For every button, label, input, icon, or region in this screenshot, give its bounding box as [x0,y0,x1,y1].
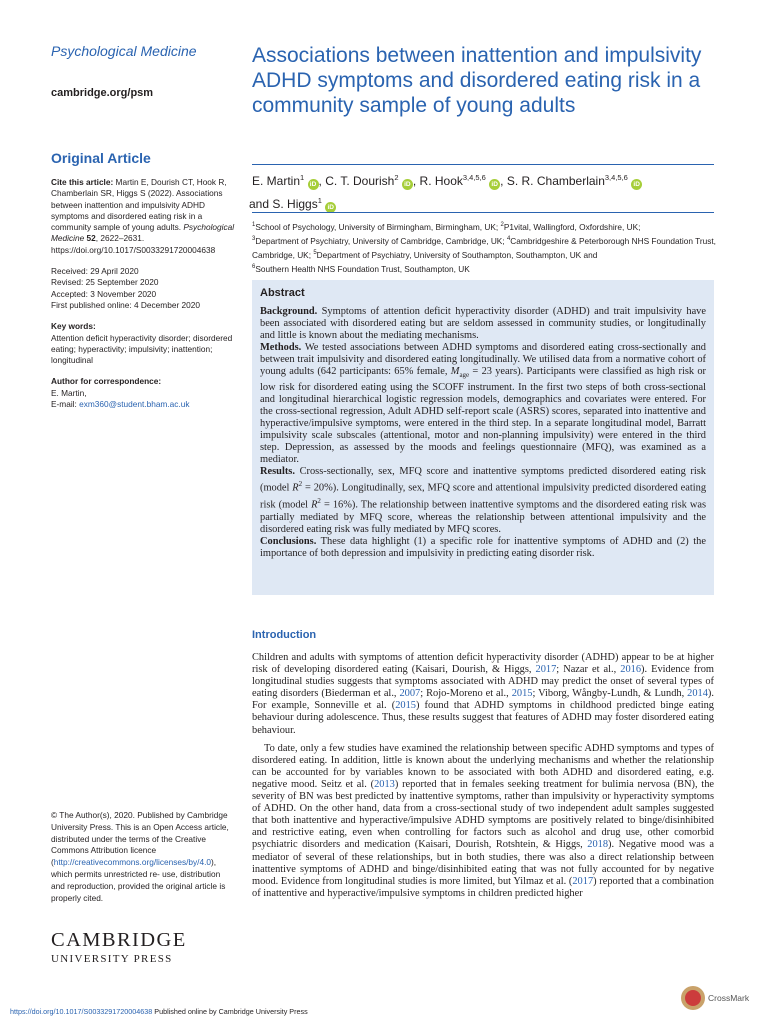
paragraph: To date, only a few studies have examined the relationship between specific ADHD symptoms and types of disordered eating. In addition, little is known about the underlying mechanisms and whether the relationship can be accounted for by variables known to be associated with both ADHD and disordered eating, e.g. negative mood. Seitz et al. (2013) reported that in females seeking treatment for bulimia nervosa (BN), the severity of BN was best predicted by inattentive symptoms, rather than impulsivity or hyperactivity symptoms of ADHD. On the other hand, data from a cross-sectional study of two independent adult samples suggested that both inattentive and hyperactive/impulsive ADHD symptoms are positively related to binge/disinhibited and restrictive eating, even when controlling for factors such as alcohol and drug use, other comorbid psychiatric disorders and medication (Kaisari, Dourish, Rotshtein, & Higgs, 2018). Negative mood was a mediator of several of these relationships, but in both studies, there was also a direct relationship between inattentive symptoms of ADHD and binge/disinhibited eating that was not fully accounted for by negative mood. Evidence from longitudinal studies is more limited, but Yilmaz et al. (2017) reported that a combination of inattentive and hyperactive/impulsive symptoms in children predicted higher [252,742,715,899]
authors-rule [252,212,714,213]
introduction-heading: Introduction [252,629,317,641]
reference-link[interactable]: 2017 [572,875,594,887]
dates [51,266,241,311]
license-text-b: ), which permits unrestricted re- use, distribution and reproduction, provided the original article is properly cited. [51,857,226,903]
email-label: E-mail: [51,399,80,410]
date-received: Received: 29 April 2020 [51,266,139,277]
crossmark-badge[interactable] [681,985,761,1013]
footer-text: Published online by Cambridge University Press [152,1007,308,1016]
paragraph: Children and adults with symptoms of attention deficit hyperactivity disorder (ADHD) appear to be at higher risk of developing disordered eating (Kaisari, Dourish, & Higgs, 2017; Nazar et al., 2016). Evidence from longitudinal studies suggests that symptoms associated with ADHD may predict the onset of several types of eating disorders (Biederman et al., 2007; Rojo-Moreno et al., 2015; Viborg, Wångby-Lundh, & Lundh, 2014). For example, Sonneville et al. (2015) found that ADHD symptoms in childhood predicted binge eating behaviour during adolescence. Thus, these results suggest that features of ADHD may foster disordered eating behaviour. [252,652,714,736]
date-first-published: First published online: 4 December 2020 [51,299,200,310]
citation [51,177,241,256]
reference-link[interactable]: 2016 [620,664,642,676]
reference-link[interactable]: 2007 [399,688,421,700]
keywords-label: Key words: [51,321,96,332]
author-1: E. Martin$^1$ iD [252,174,319,188]
affiliations: $^1$School of Psychology, University of Birmingham, Birmingham, UK; $^2$P1vital, Wallingford, Oxfordshire, UK; $^3$Department of Psychiatry, University of Cambridge, Cambridge, UK; $^4$Cambridgeshire & Peterborough NHS Foundation Trust, Cambridge, UK; $^5$Department of Psychiatry, University of Southampton, Southampton, UK and $^6$Southern Health NHS Foundation Trust, Southampton, UK [252,221,716,274]
reference-link[interactable]: 2015 [511,688,533,700]
journal-url-link[interactable]: cambridge.org/psm [51,87,154,99]
date-revised: Revised: 25 September 2020 [51,277,159,288]
abstract-text: Background. Symptoms of attention deficit hyperactivity disorder (ADHD) and trait impulsivity have been associated with disordered eating but are seldom assessed in community studies, or longitudinally and little is known about the mediating mechanisms. Methods. We tested associations between ADHD symptoms and disordered eating cross-sectionally and between trait impulsivity and disordered eating longitudinally. We utilised data from a normative cohort of young adults (642 participants: 65% female, $M_{age} = 23$ years). Participants were classified as high risk or low risk for disordered eating using the SCOFF instrument. In the first two steps of both cross-sectional and longitudinal hierarchical logistic regression models, demographics and covariates were entered. For the cross-sectional regression, Adult ADHD self-report scale (ASRS) scores, separated into inattentive and hyperactive/impulsive symptoms, were entered in the third step. In a separate longitudinal model, Barratt impulsivity scale subscales (attentional, motor and non-planning impulsivity) were entered in the third step. Depression, as assessed by the moods and feelings questionnaire (MFQ), was examined as a mediator. Results. Cross-sectionally, sex, MFQ score and inattentive symptoms predicted disordered eating risk (model $R^2 = 20\%$). Longitudinally, sex, MFQ score and attentional impulsivity predicted disordered eating risk (model $R^2 = 16\%$). The relationship between inattentive symptoms and the disordered eating risk was partially mediated by MFQ score, whereas the relationship between attentional impulsivity and the disordered eating risk was fully mediated by MFQ scores. Conclusions. These data highlight (1) a specific role for inattentive symptoms of ADHD and (2) the importance of both depression and impulsivity in predicting eating disorder risk. [260,306,707,559]
journal-name: Psychological Medicine [51,43,197,59]
citation-text: Martin E, Dourish CT, Hook R, Chamberlain SR, Higgs S (2022). Associations between inattention and impulsivity ADHD symptoms and disordered eating risk in a community sample of young adults. [51,177,227,233]
introduction-text [252,652,714,900]
logo-line-2: UNIVERSITY PRESS [51,953,173,965]
cambridge-logo [51,930,191,965]
doi-link[interactable]: https://doi.org/10.1017/S0033291720004638 [10,1007,153,1016]
keywords [51,321,241,366]
author-2: C. T. Dourish$^2$ iD [325,174,413,188]
orcid-icon[interactable]: iD [325,202,336,213]
citation-label: Cite this article: [51,177,114,187]
abstract-box [252,280,714,595]
article-type: Original Article [51,150,151,166]
correspondence-label: Author for correspondence: [51,376,162,387]
author-5: S. Higgs$^1$ iD [272,197,336,211]
orcid-icon[interactable]: iD [402,179,413,190]
date-accepted: Accepted: 3 November 2020 [51,288,157,299]
author-4: S. R. Chamberlain$^{3,4,5,6}$ iD [507,174,642,188]
keywords-text: Attention deficit hyperactivity disorder; disordered eating; hyperactivity; impulsivity; inattention; longitudinal [51,332,233,366]
crossmark-label: CrossMark [708,993,750,1003]
reference-link[interactable]: 2014 [687,688,708,700]
license-text-a: © The Author(s), 2020. Published by Cambridge University Press. This is an Open Access article, distributed under the terms of the Creative Commons Attribution licence ( [51,810,229,868]
article-metadata [51,177,241,420]
reference-link[interactable]: 2018 [587,839,609,851]
title-rule [252,164,714,165]
crossmark-icon [681,986,705,1010]
license-notice [51,810,236,904]
reference-link[interactable]: 2017 [535,664,557,676]
orcid-icon[interactable]: iD [489,179,500,190]
reference-link[interactable]: 2015 [395,700,416,712]
orcid-icon[interactable]: iD [631,179,642,190]
author-list: E. Martin$^1$ iD , C. T. Dourish$^2$ iD , R. Hook$^{3,4,5,6}$ iD , S. R. Chamberlain$^{3,4,5,6}$ iD and S. Higgs$^1$ iD [252,168,722,214]
logo-line-1: CAMBRIDGE [51,929,187,951]
citation-pages: , 2622–2631. https://doi.org/10.1017/S0033291720004638 [51,233,216,255]
email-link[interactable]: exm360@student.bham.ac.uk [79,399,190,410]
license-link[interactable]: http://creativecommons.org/licenses/by/4.0 [53,857,212,868]
abstract-heading: Abstract [260,287,305,299]
footer-doi [10,1007,308,1016]
orcid-icon[interactable]: iD [308,179,319,190]
citation-volume: 52 [84,233,96,244]
article-title: Associations between inattention and impulsivity ADHD symptoms and disordered eating risk in a community sample of young adults [252,44,702,117]
correspondence [51,376,241,410]
reference-link[interactable]: 2013 [374,778,395,790]
correspondence-name: E. Martin, [51,387,87,398]
citation-journal: Psychological Medicine [51,222,235,244]
author-3: R. Hook$^{3,4,5,6}$ iD [420,174,501,188]
